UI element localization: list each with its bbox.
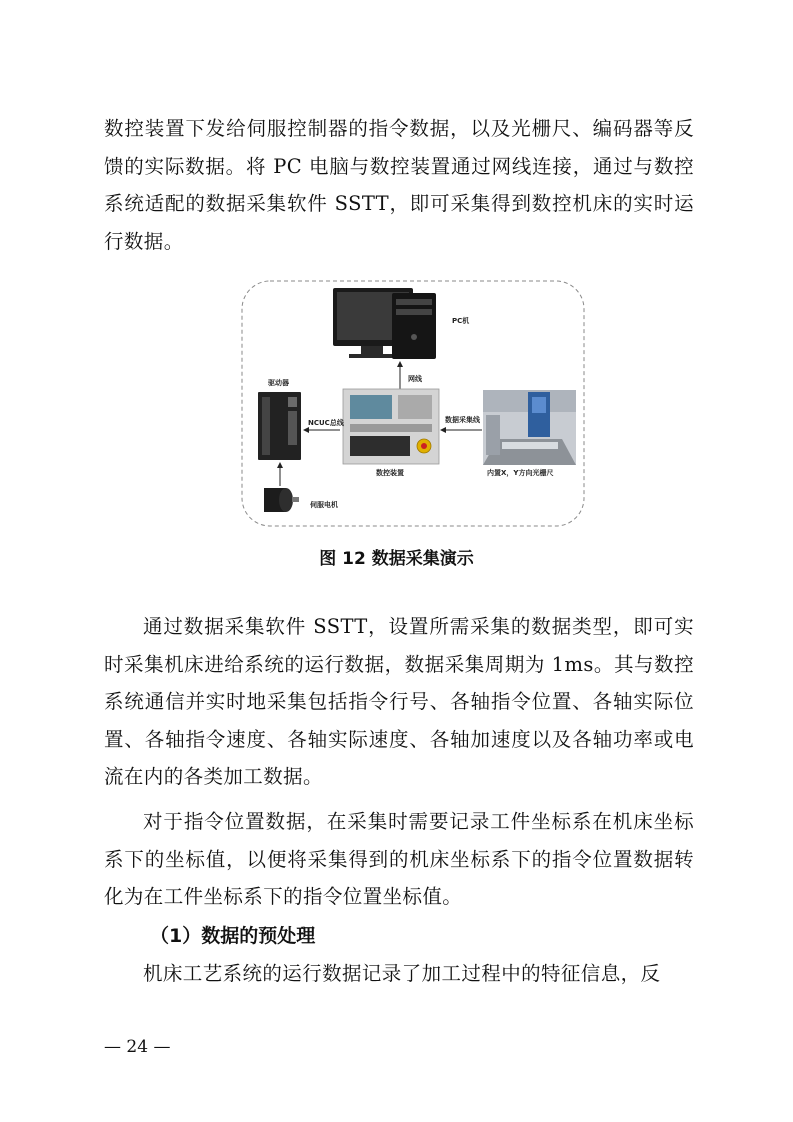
daq-cable-label: 数据采集线: [445, 416, 480, 424]
paragraph-preprocessing: 机床工艺系统的运行数据记录了加工过程中的特征信息，反: [143, 962, 661, 985]
driver-label: 驱动器: [268, 379, 289, 387]
page-number: — 24 —: [104, 1037, 171, 1057]
data-acquisition-figure: [240, 279, 586, 528]
figure-caption: 图 12 数据采集演示: [319, 549, 474, 569]
pc-label: PC机: [452, 317, 470, 325]
servo-motor-icon: [264, 488, 299, 512]
paragraph-intro: 数控装置下发给伺服控制器的指令数据，以及光栅尺、编码器等反馈的实际数据。将 PC 电脑与数控装置通过网线连接，通过与数控系统适配的数据采集软件 SSTT，即可采集得到数控机床的实时运行数据。: [104, 117, 694, 253]
machine-tool-interior-image: [483, 390, 576, 465]
servo-driver-icon: [258, 392, 301, 460]
cnc-controller-icon: [343, 389, 439, 464]
paragraph-sstt-collection: 通过数据采集软件 SSTT，设置所需采集的数据类型，即可实时采集机床进给系统的运行数据，数据采集周期为 1ms。其与数控系统通信并实时地采集包括指令行号、各轴指令位置、各轴实际位置、各轴指令速度、各轴实际速度、各轴加速度以及各轴功率或电流在内的各类加工数据。: [104, 615, 694, 788]
network-label: 网线: [408, 375, 422, 383]
cnc-label: 数控装置: [376, 469, 404, 477]
paragraph-command-position: 对于指令位置数据，在采集时需要记录工件坐标系在机床坐标系下的坐标值，以便将采集得到的机床坐标系下的指令位置数据转化为在工件坐标系下的指令位置坐标值。: [104, 810, 694, 908]
servo-motor-label: 伺服电机: [310, 501, 338, 509]
ncuc-bus-label: NCUC总线: [308, 419, 344, 427]
pc-tower-icon: [392, 293, 436, 359]
section-heading: （1）数据的预处理: [150, 925, 316, 947]
grating-scale-label: 内置X，Y方向光栅尺: [487, 469, 554, 477]
